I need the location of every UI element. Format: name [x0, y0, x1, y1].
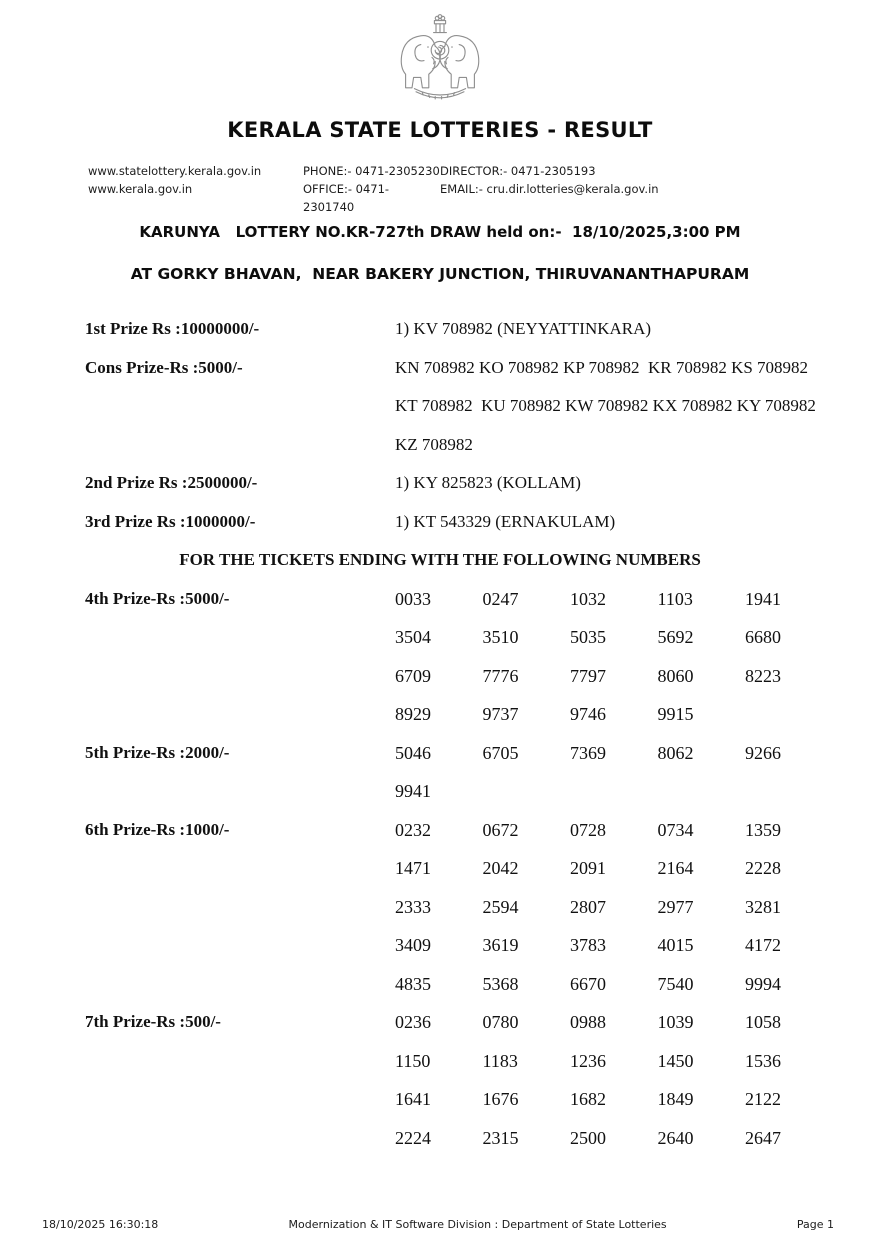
ticket-number: 1039	[657, 1012, 694, 1032]
page-footer	[42, 1218, 834, 1231]
ticket-number: 0033	[395, 588, 431, 609]
ticket-number-grid	[395, 1003, 833, 1157]
draw-title: KARUNYA LOTTERY NO.KR-727th DRAW held on:- 18/10/2025,3:00 PM	[139, 223, 741, 241]
ticket-number: 1536	[745, 1050, 781, 1071]
prize-block	[85, 349, 880, 465]
ticket-number: 1682	[570, 1089, 606, 1109]
prize-label: 6th Prize-Rs :1000/-	[85, 819, 230, 839]
ticket-number: 2122	[745, 1089, 781, 1109]
ticket-number: 6680	[745, 627, 781, 647]
ticket-number: 7369	[570, 742, 606, 763]
ticket-number: 1450	[657, 1050, 694, 1071]
ticket-number: 6705	[482, 742, 519, 763]
ticket-number: 5035	[570, 627, 606, 647]
ticket-number: 2594	[482, 896, 519, 917]
ticket-number: 2315	[482, 1127, 519, 1148]
contact-block	[88, 162, 728, 216]
director-number: DIRECTOR:- 0471-2305193	[440, 164, 596, 178]
ticket-number: 0247	[482, 588, 519, 609]
ticket-number: 2647	[745, 1127, 781, 1148]
ticket-number: 8223	[745, 665, 781, 686]
ticket-number: 5046	[395, 742, 431, 763]
ticket-number: 6670	[570, 973, 606, 994]
kerala-govt-emblem-icon	[392, 8, 488, 110]
ticket-number: 1058	[745, 1012, 781, 1032]
winning-ticket-line: KN 708982 KO 708982 KP 708982 KR 708982 KS 708982	[395, 357, 809, 377]
ending-numbers-heading: FOR THE TICKETS ENDING WITH THE FOLLOWING NUMBERS	[179, 550, 701, 569]
ticket-number: 3510	[482, 627, 519, 647]
prize-block	[85, 310, 880, 349]
prize-block	[85, 580, 880, 734]
ticket-number: 2807	[570, 896, 606, 917]
website-secondary: www.kerala.gov.in	[88, 182, 193, 196]
page-title: KERALA STATE LOTTERIES - RESULT	[227, 118, 653, 142]
ticket-number-grid	[395, 811, 833, 1004]
phone-number: PHONE:- 0471-2305230	[303, 164, 440, 178]
contact-row-1	[88, 162, 728, 180]
ticket-number: 1849	[657, 1089, 694, 1109]
prize-block	[85, 464, 880, 503]
ticket-number: 7797	[570, 665, 606, 686]
ticket-number: 1183	[482, 1050, 518, 1071]
ticket-number: 3409	[395, 935, 431, 955]
ticket-number: 5368	[482, 973, 519, 994]
winning-ticket-line: 1) KT 543329 (ERNAKULAM)	[395, 511, 616, 531]
ticket-number-grid	[395, 734, 833, 811]
prize-values	[395, 503, 880, 542]
top-prizes-section	[85, 310, 880, 541]
contact-row-2	[88, 180, 728, 216]
ticket-number: 0734	[657, 819, 694, 840]
ticket-number: 9941	[395, 781, 431, 801]
office-number: OFFICE:- 0471-2301740	[303, 182, 390, 214]
ticket-number: 3504	[395, 627, 431, 647]
prize-label: 2nd Prize Rs :2500000/-	[85, 473, 258, 492]
ticket-number: 2640	[657, 1127, 694, 1148]
ticket-number: 9746	[570, 704, 606, 724]
ticket-number: 1359	[745, 819, 781, 840]
ticket-number: 1032	[570, 588, 606, 609]
winning-ticket-line: KZ 708982	[395, 434, 473, 454]
prize-label: 5th Prize-Rs :2000/-	[85, 742, 230, 762]
winning-ticket-line: 1) KV 708982 (NEYYATTINKARA)	[395, 319, 652, 338]
ticket-number: 8929	[395, 704, 431, 724]
ticket-number: 4172	[745, 935, 781, 955]
footer-page-number: Page 1	[796, 1218, 834, 1231]
website-primary: www.statelottery.kerala.gov.in	[88, 164, 262, 178]
ticket-number: 5692	[657, 627, 694, 647]
ticket-number: 1150	[395, 1050, 431, 1071]
prize-label: 7th Prize-Rs :500/-	[85, 1012, 221, 1031]
ticket-number: 2042	[482, 858, 519, 878]
ticket-number: 2224	[395, 1127, 431, 1148]
ticket-number: 1641	[395, 1089, 431, 1109]
ticket-number: 0236	[395, 1012, 431, 1032]
ticket-number: 2228	[745, 858, 781, 878]
email-address: EMAIL:- cru.dir.lotteries@kerala.gov.in	[440, 182, 659, 196]
ticket-number: 1676	[482, 1089, 519, 1109]
ticket-number: 9994	[745, 973, 781, 994]
ticket-number: 3783	[570, 935, 606, 955]
prize-label: 4th Prize-Rs :5000/-	[85, 588, 230, 608]
ticket-number: 2333	[395, 896, 431, 917]
footer-division: Modernization & IT Software Division : Department of State Lotteries	[288, 1218, 667, 1231]
ticket-number: 4015	[657, 935, 694, 955]
ticket-number: 2091	[570, 858, 606, 878]
winning-ticket-line: 1) KY 825823 (KOLLAM)	[395, 473, 581, 492]
ticket-number: 7776	[482, 665, 519, 686]
ticket-number: 2977	[657, 896, 694, 917]
prize-block	[85, 811, 880, 1004]
ticket-number: 9915	[657, 704, 694, 724]
prize-block	[85, 503, 880, 542]
ticket-number: 3281	[745, 896, 781, 917]
ticket-number: 8060	[657, 665, 694, 686]
prize-values	[395, 310, 880, 349]
ticket-number: 6709	[395, 665, 431, 686]
prize-values	[395, 349, 880, 465]
ticket-number: 9266	[745, 742, 781, 763]
prize-label: 1st Prize Rs :10000000/-	[85, 319, 260, 338]
ticket-number: 1236	[570, 1050, 606, 1071]
footer-timestamp: 18/10/2025 16:30:18	[42, 1218, 159, 1231]
ticket-number: 7540	[657, 973, 694, 994]
prize-label: 3rd Prize Rs :1000000/-	[85, 511, 256, 531]
winning-ticket-line: KT 708982 KU 708982 KW 708982 KX 708982 KY 708982	[395, 396, 816, 415]
ticket-number: 1471	[395, 858, 431, 878]
prize-label: Cons Prize-Rs :5000/-	[85, 357, 243, 377]
prize-block	[85, 734, 880, 811]
ticket-number: 2164	[657, 858, 694, 878]
ticket-number: 0672	[482, 819, 519, 840]
ticket-number: 3619	[482, 935, 519, 955]
ticket-number: 4835	[395, 973, 431, 994]
prize-block	[85, 1003, 880, 1157]
ticket-number-grid	[395, 580, 833, 734]
ticket-number: 0232	[395, 819, 431, 840]
ticket-number: 9737	[482, 704, 519, 724]
ticket-number: 1941	[745, 588, 781, 609]
venue-line: AT GORKY BHAVAN, NEAR BAKERY JUNCTION, THIRUVANANTHAPURAM	[130, 265, 750, 283]
ticket-number: 0728	[570, 819, 606, 840]
ticket-number: 2500	[570, 1127, 606, 1148]
ticket-number: 1103	[657, 588, 693, 609]
result-body	[0, 310, 880, 1157]
prize-values	[395, 464, 880, 503]
ticket-number: 0988	[570, 1012, 606, 1032]
ticket-number: 8062	[657, 742, 694, 763]
ticket-number: 0780	[482, 1012, 519, 1032]
ending-prizes-section	[85, 580, 880, 1158]
